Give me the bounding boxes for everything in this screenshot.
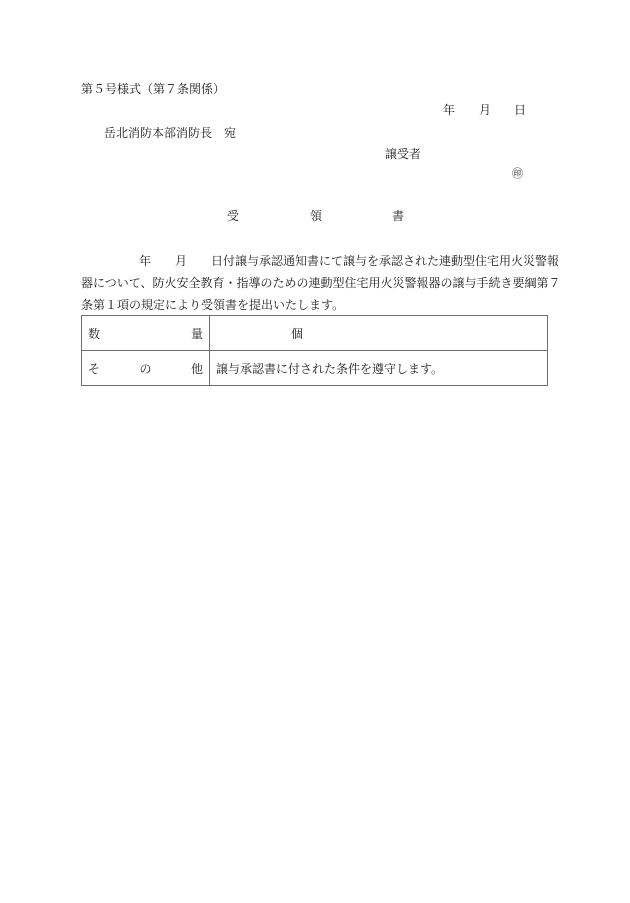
- date-year-label: 年: [443, 103, 456, 117]
- date-month-label: 月: [479, 103, 492, 117]
- info-table: [81, 315, 548, 386]
- other-value-cell: [210, 351, 548, 386]
- addressee-honorific: 宛: [224, 126, 237, 140]
- seal-icon: ㊞: [512, 167, 523, 180]
- title-char: 書: [392, 209, 405, 223]
- table-row-other: [82, 351, 548, 386]
- date-day-label: 日: [514, 103, 527, 117]
- other-label-cell: [82, 351, 210, 386]
- body-line-1: [81, 250, 560, 272]
- table-row-quantity: [82, 316, 548, 351]
- body-year-label: 年: [139, 254, 152, 268]
- label-char: 他: [190, 361, 203, 376]
- form-number: 第５号様式（第７条関係）: [81, 82, 226, 96]
- label-char: そ: [88, 361, 101, 376]
- title-char: 領: [310, 209, 323, 223]
- title-char: 受: [227, 209, 240, 223]
- label-char: 量: [190, 326, 203, 341]
- body-line-1-text: 日付譲与承認通知書にて譲与を承認された連動型住宅用火災警報: [211, 254, 560, 268]
- label-char: 数: [88, 326, 101, 341]
- label-char: の: [139, 361, 152, 376]
- addressee-name: 岳北消防本部消防長: [104, 126, 213, 140]
- addressee: [104, 126, 236, 140]
- body-line-3: 条第１項の規定により受領書を提出いたします。: [81, 298, 345, 312]
- other-value-text: 譲与承認書に付された条件を遵守します。: [216, 361, 444, 376]
- body-line-2: 器について、防火安全教育・指導のための連動型住宅用火災警報器の譲与手続き要綱第７: [81, 276, 561, 290]
- body-month-label: 月: [175, 254, 188, 268]
- quantity-value-cell[interactable]: [210, 316, 548, 351]
- body-paragraph: [81, 250, 561, 316]
- quantity-label-cell: [82, 316, 210, 351]
- quantity-unit: 個: [291, 326, 304, 341]
- transferee-label: 譲受者: [385, 147, 422, 161]
